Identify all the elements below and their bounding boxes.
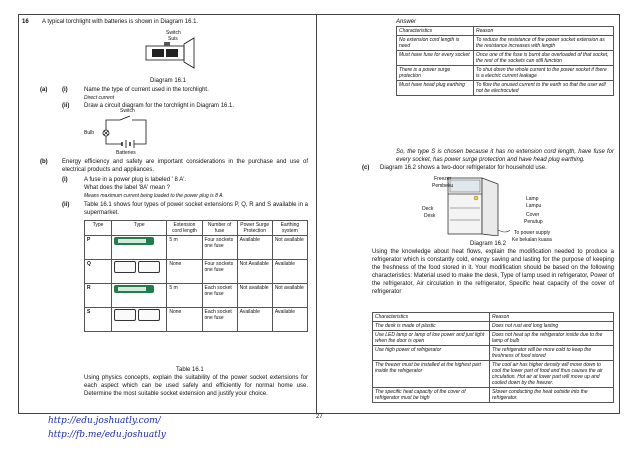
table-header: Earthing system xyxy=(272,221,307,236)
cover-sub-label: Penutup xyxy=(524,219,543,225)
row-earth: Available xyxy=(272,308,307,332)
b-i-answer: Means maximum current being loaded to the power plug is 8 A. xyxy=(84,193,224,199)
column-divider xyxy=(316,14,317,414)
row-surge: Available xyxy=(237,308,272,332)
answer-characteristic: There is a power surge protection xyxy=(397,66,474,81)
part-c-label: (c) xyxy=(362,165,370,171)
row-earth: Not available xyxy=(272,284,307,308)
answer-row xyxy=(397,81,614,96)
circuit-diagram xyxy=(96,114,156,154)
battery-1 xyxy=(152,49,164,57)
socket-image xyxy=(112,308,167,332)
row-type: R xyxy=(85,284,112,308)
fridge-row xyxy=(373,331,614,346)
b-i-label: (i) xyxy=(62,177,68,183)
answer-reason: Once one of the fuse is burnt due overloaded of that socket, the rest of the sockets can still function xyxy=(474,51,614,66)
answer-conclusion: So, the type S is chosen because it has no extension cord length, have fuse for every socket, has power surge protection and have head plug earthing. xyxy=(396,149,614,163)
answer-characteristic: No extension cord length is need xyxy=(397,36,474,51)
row-length: 5 m xyxy=(167,284,202,308)
answer-header-row xyxy=(397,27,614,36)
row-earth: Available xyxy=(272,260,307,284)
part-c-intro: Diagram 16.2 shows a two-door refrigerator for household use. xyxy=(380,165,547,171)
lamp-icon xyxy=(474,196,478,200)
circuit-bulb-label: Bulb xyxy=(84,130,95,136)
answer-reason: To shut down the whole current to the power socket if there is a electric current leakage xyxy=(474,66,614,81)
a-i-answer: Direct current xyxy=(84,95,115,101)
socket-icon xyxy=(114,309,136,321)
row-earth: Not available xyxy=(272,236,307,260)
fridge-reason: The refrigerator will be more cold to keep the freshness of food stored xyxy=(490,346,614,361)
battery-2 xyxy=(166,49,178,57)
switch-symbol xyxy=(120,116,130,120)
fridge-row xyxy=(373,361,614,388)
socket-icon xyxy=(138,261,160,273)
question-number: 16 xyxy=(22,19,29,25)
fridge-header: Reason xyxy=(490,313,614,322)
a-ii-label: (ii) xyxy=(62,103,70,109)
answer-characteristic: Must have fuse for every socket xyxy=(397,51,474,66)
circuit-batteries-label: Batteries xyxy=(116,150,136,156)
row-length: 5 m xyxy=(167,236,202,260)
a-i-question: Name the type of current used in the torchlight. xyxy=(84,87,209,93)
answer-reason: To flow the unused current to the earth so that the user will not be electrocuted xyxy=(474,81,614,96)
torch-switch xyxy=(164,42,170,46)
table-row xyxy=(85,236,308,260)
b-ii-label: (ii) xyxy=(62,202,70,208)
freezer-compartment xyxy=(450,180,480,192)
question-intro: A typical torchlight with batteries is shown in Diagram 16.1. xyxy=(42,19,199,25)
lamp-sub-label: Lampu xyxy=(526,203,542,209)
row-surge: Not available xyxy=(237,284,272,308)
row-fuse: Four sockets one fuse xyxy=(202,236,237,260)
table-row xyxy=(85,308,308,332)
part-b-intro: Energy efficiency and safety are important considerations in the purchase and use of electrical products and appliances. xyxy=(62,159,308,173)
socket-image xyxy=(112,260,167,284)
answer-reason: To reduce the resistance of the power socket extension as the resistance increases with length xyxy=(474,36,614,51)
torch-head xyxy=(184,38,194,68)
row-fuse: Each socket one fuse xyxy=(202,308,237,332)
answer-title: Answer xyxy=(396,19,417,25)
fridge-row xyxy=(373,388,614,403)
part-c-text: Using the knowledge about heat flows, explain the modification needed to produce a refrigerator which is constantly cold, energy saving and lasting for the purpose of keeping the freshness of the food stored in it. Your modification should be based on the following characteristics: Material used to make the desk, Type of lamp used in refrigerator, Power of the refrigerator, Air circulation in the refrigerator, Specific heat capacity of the cover of refrigerator xyxy=(372,249,614,295)
table-header: Type xyxy=(85,221,112,236)
a-ii-question: Draw a circuit diagram for the torchlight in Diagram 16.1. xyxy=(84,103,235,109)
socket-icon xyxy=(114,261,136,273)
table-row xyxy=(85,260,308,284)
diagram-16-1-caption: Diagram 16.1 xyxy=(150,78,187,84)
power-cord xyxy=(498,230,510,232)
deck-sub-label: Desk xyxy=(424,213,436,219)
torch-body xyxy=(146,46,184,60)
a-i-label: (i) xyxy=(62,87,68,93)
row-length: None xyxy=(167,308,202,332)
socket-icon xyxy=(138,309,160,321)
table-header: Extension cord length xyxy=(167,221,202,236)
table-row xyxy=(85,284,308,308)
freezer-sub-label: Pembeku xyxy=(432,183,454,189)
diagram-16-2-caption: Diagram 16.2 xyxy=(470,241,507,247)
socket-table xyxy=(84,220,308,332)
b-i-line1: A fuse in a power plug is labeled ' 8 A'. xyxy=(84,177,187,183)
power-supply-label: To power supply xyxy=(514,230,551,236)
table-header: Type xyxy=(112,221,167,236)
answer-table xyxy=(396,26,614,96)
row-surge: Not Available xyxy=(237,260,272,284)
part-a-label: (a) xyxy=(40,87,48,93)
row-fuse: Each socket one fuse xyxy=(202,284,237,308)
fridge-characteristic: The desk is made of plastic xyxy=(373,322,490,331)
torch-switch-label: Switch xyxy=(166,30,181,36)
fridge-characteristic: Use LED lamp or lamp of low power and just light when the door is open xyxy=(373,331,490,346)
fridge-reason: The cool air has higher density will move down to cool the lower part of food and thus causes the air circulation. Hot air at lower part will move up and cooled down by the freezer. xyxy=(490,361,614,388)
answer-header: Characteristics xyxy=(397,27,474,36)
part-b-label: (b) xyxy=(40,159,48,165)
table-header-row xyxy=(85,221,308,236)
fridge-door xyxy=(482,178,498,236)
lamp-label: Lamp xyxy=(526,196,539,202)
row-type: P xyxy=(85,236,112,260)
table-header: Power Surge Protection xyxy=(237,221,272,236)
extension-strip-icon xyxy=(114,285,154,293)
socket-image xyxy=(112,284,167,308)
fridge-characteristic: Use high power of refrigerator xyxy=(373,346,490,361)
b-i-line2: What does the label '8A' mean ? xyxy=(84,185,171,191)
torch-switch-sub: Suis xyxy=(168,36,178,42)
row-type: S xyxy=(85,308,112,332)
fridge-characteristic: The freezer must be installed at the highest part inside the refrigerator xyxy=(373,361,490,388)
fridge-characteristic: The specific heat capacity of the cover of refrigerator must be high xyxy=(373,388,490,403)
circuit-switch-label: Switch xyxy=(120,108,135,114)
fridge-row xyxy=(373,322,614,331)
fridge-header-row xyxy=(373,313,614,322)
answer-characteristic: Must have head plug earthing xyxy=(397,81,474,96)
row-fuse: Four sockets one fuse xyxy=(202,260,237,284)
socket-image xyxy=(112,236,167,260)
facebook-link[interactable]: http://fb.me/edu.joshuatly xyxy=(48,430,166,440)
fridge-reason: Slower conducting the heat outside into the refrigerator. xyxy=(490,388,614,403)
deck-label: Deck xyxy=(422,206,434,212)
fridge-table xyxy=(372,312,614,403)
power-supply-sub-label: Ke bekalan kuasa xyxy=(512,237,552,243)
b-ii-text: Table 16.1 shows four types of power socket extensions P, Q, R and S available in a supermarket. xyxy=(84,202,308,216)
website-link[interactable]: http://edu.joshuatly.com/ xyxy=(48,416,161,426)
row-type: Q xyxy=(85,260,112,284)
answer-header: Reason xyxy=(474,27,614,36)
answer-row xyxy=(397,36,614,51)
answer-row xyxy=(397,66,614,81)
table-header: Number of fuse xyxy=(202,221,237,236)
answer-row xyxy=(397,51,614,66)
fridge-reason: Does not heat up the refrigerator inside due to the lamp of bulb xyxy=(490,331,614,346)
freezer-label: Freezer xyxy=(434,176,452,182)
extension-strip-icon xyxy=(114,237,154,245)
fridge-reason: Does not rust and long lasting xyxy=(490,322,614,331)
table-16-1-caption: Table 16.1 xyxy=(176,367,204,373)
fridge-row xyxy=(373,346,614,361)
cover-label: Cover xyxy=(526,212,540,218)
row-length: None xyxy=(167,260,202,284)
fridge-header: Characteristics xyxy=(373,313,490,322)
row-surge: Available xyxy=(237,236,272,260)
page-number: 27 xyxy=(316,414,323,420)
explain-text: Using physics concepts, explain the suitability of the power socket extensions for each aspect which can be used safely and efficiently for normal home use. Determine the most suitable socket extension and justify your choice. xyxy=(84,375,308,397)
